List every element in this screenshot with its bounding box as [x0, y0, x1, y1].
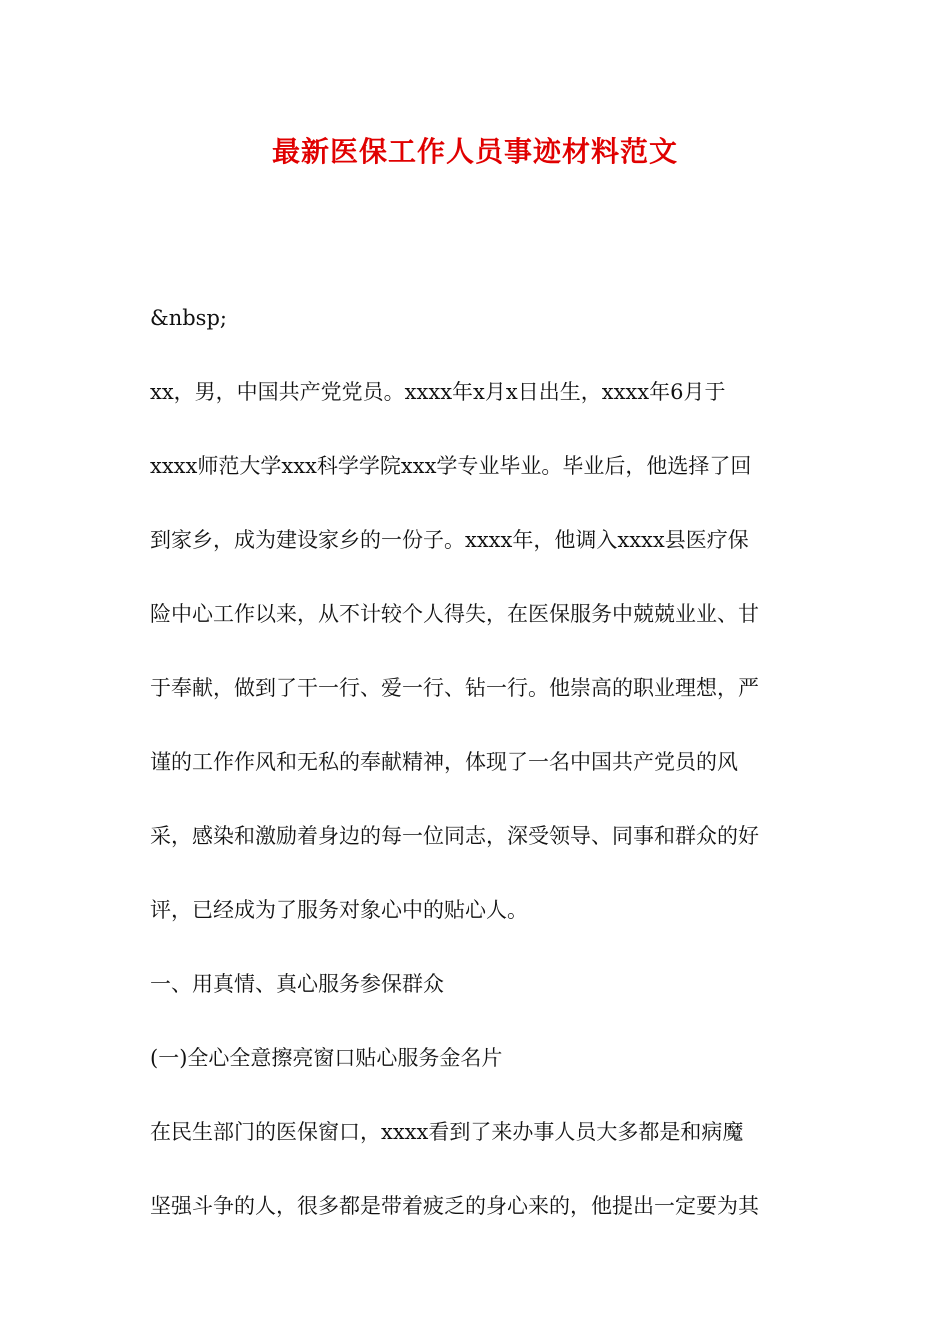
body-line: 采，感染和激励着身边的每一位同志，深受领导、同事和群众的好	[150, 824, 759, 848]
body-line: xxxx师范大学xxx科学学院xxx学专业毕业。毕业后，他选择了回	[150, 454, 752, 478]
body-line: 在民生部门的医保窗口，xxxx看到了来办事人员大多都是和病魔	[150, 1120, 744, 1144]
body-line: 谨的工作作风和无私的奉献精神，体现了一名中国共产党员的风	[150, 750, 738, 774]
document-body	[150, 281, 810, 1243]
body-line: 到家乡，成为建设家乡的一份子。xxxx年，他调入xxxx县医疗保	[150, 528, 749, 552]
body-line: 坚强斗争的人，很多都是带着疲乏的身心来的，他提出一定要为其	[150, 1194, 759, 1218]
body-line: 评，已经成为了服务对象心中的贴心人。	[150, 898, 528, 922]
section-heading: 一、用真情、真心服务参保群众	[150, 972, 444, 996]
body-line: xx，男，中国共产党党员。xxxx年x月x日出生，xxxx年6月于	[150, 380, 726, 404]
document-title: 最新医保工作人员事迹材料范文	[271, 135, 678, 168]
body-line: 险中心工作以来，从不计较个人得失，在医保服务中兢兢业业、甘	[150, 602, 759, 626]
body-line-placeholder: &nbsp;	[150, 306, 227, 330]
subsection-heading: (一)全心全意擦亮窗口贴心服务金名片	[150, 1046, 503, 1070]
body-line: 于奉献，做到了干一行、爱一行、钻一行。他崇高的职业理想，严	[150, 676, 759, 700]
